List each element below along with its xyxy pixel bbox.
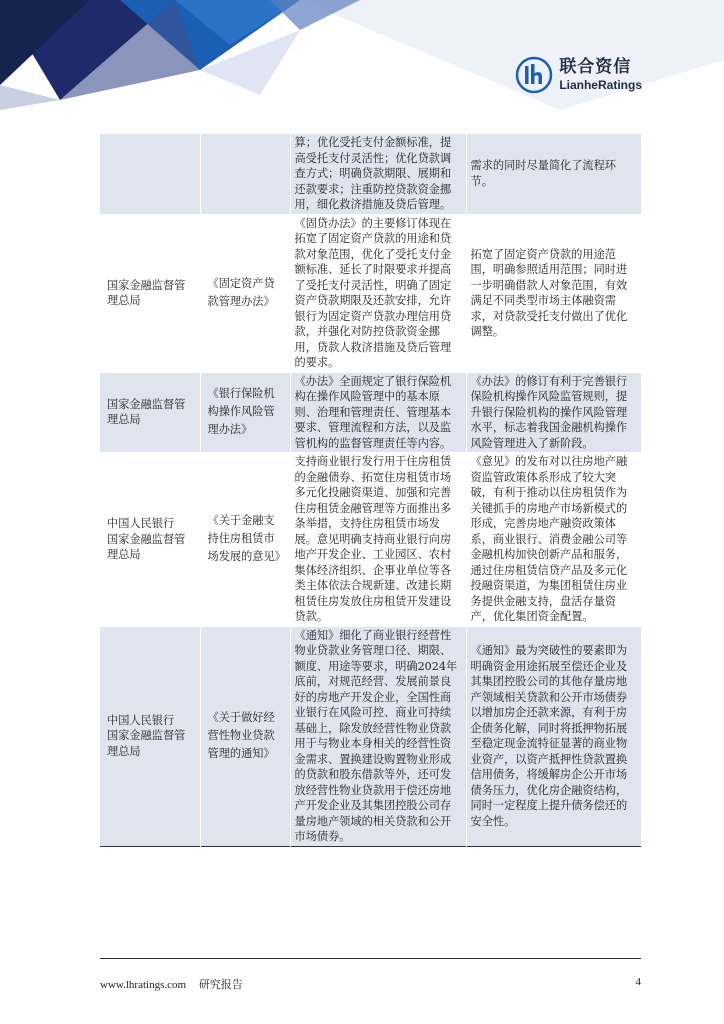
- table-row: [100, 214, 641, 372]
- content-cell: 《办法》全面规定了银行保险机构在操作风险管理中的基本原则、治理和管理责任、管理基本要求、管理流程和方法，以及监管机构的监督管理责任等内容。: [290, 372, 466, 453]
- brand-logo: [515, 56, 642, 94]
- table-row: [100, 372, 641, 453]
- document-cell: 《关于做好经营性物业贷款管理的通知》: [200, 626, 290, 846]
- table-row: [100, 134, 641, 214]
- brand-name-cn: 联合资信: [559, 57, 632, 77]
- content-cell: 算；优化受托支付金额标准，提高受托支付灵活性；优化贷款调查方式；明确贷款期限、展期和还款要求；注重防控贷款资金挪用，细化救济措施及贷后管理。: [290, 134, 466, 214]
- impact-cell: 拓宽了固定资产贷款的用途范围，明确参照适用范围；同时进一步明确借款人对象范围，有效满足不同类型市场主体融资需求，对贷款受托支付做出了优化调整。: [466, 214, 641, 372]
- table-row: [100, 626, 641, 846]
- content-cell: 《固贷办法》的主要修订体现在拓宽了固定资产贷款的用途和贷款对象范围，优化了受托支付金额标准、延长了时限要求并提高了受托支付灵活性，明确了固定资产贷款期限及还款安排，允许银行为固定资产贷款办理信用贷款，并强化对防控贷款资金挪用，贷款人救济措施及贷后管理的要求。: [290, 214, 466, 372]
- document-cell: 《固定资产贷款管理办法》: [200, 214, 290, 372]
- document-cell: 《关于金融支持住房租赁市场发展的意见》: [200, 453, 290, 627]
- report-type: 研究报告: [198, 979, 243, 991]
- footer-left: [100, 976, 243, 992]
- table-row: [100, 453, 641, 627]
- document-cell: [200, 134, 290, 214]
- impact-cell: 《办法》的修订有利于完善银行保险机构操作风险监管规则，提升银行保险机构的操作风险管理水平，标志着我国金融机构操作风险管理进入了新阶段。: [466, 372, 641, 453]
- issuer-cell: 中国人民银行 国家金融监督管理总局: [107, 517, 186, 561]
- issuer-cell: 国家金融监督管理总局: [107, 278, 186, 307]
- regulation-table: [100, 134, 641, 847]
- content-cell: 支持商业银行发行用于住房租赁的金融债券、拓宽住房租赁市场多元化投融资渠道、加强和完善住房租赁金融管理等方面推出多条举措，支持住房租赁市场发展。意见明确支持商业银行向房地产开发企业、工业园区、农村集体经济组织、企事业单位等各类主体依法合规新建、改建长期租赁住房发放住房租赁开发建设贷款。: [290, 453, 466, 627]
- issuer-cell: 国家金融监督管理总局: [100, 372, 200, 453]
- footer-divider: [100, 958, 641, 959]
- impact-cell: 需求的同时尽量简化了流程环节。: [466, 134, 641, 214]
- content-cell: 《通知》细化了商业银行经营性物业贷款业务管理口径、期限、额度、用途等要求，明确2024年底前，对规范经营、发展前景良好的房地产开发企业，全国性商业银行在风险可控、商业可持续基础上，除发放经营性物业贷款用于与物业本身相关的经营性资金需求、置换建设购置物业形成的贷款和股东借款等外，还可发放经营性物业贷款用于偿还房地产开发企业及其集团控股公司存量房地产领域的相关贷款和公开市场债券。: [290, 626, 466, 846]
- impact-cell: 《通知》最为突破性的要素即为明确资金用途拓展至偿还企业及其集团控股公司的其他存量房地产领域相关贷款和公开市场债券以增加房企还款来源，有利于房企债务化解，同时将抵押物拓展至稳定现金流特征显著的商业物业资产，以资产抵押性贷款置换信用债务，将缓解房企公开市场债务压力，优化房企融资结构，同时一定程度上提升债务偿还的安全性。: [466, 626, 641, 846]
- website-link[interactable]: www.lhratings.com: [100, 979, 187, 991]
- brand-name-en: LianheRatings: [559, 78, 642, 92]
- document-cell: 《银行保险机构操作风险管理办法》: [200, 372, 290, 453]
- issuer-cell: [100, 134, 200, 214]
- lianhe-logo-icon: [515, 56, 553, 94]
- issuer-cell: 中国人民银行 国家金融监督管理总局: [100, 626, 200, 846]
- impact-cell: 《意见》的发布对以往房地产融资监管政策体系形成了较大突破，有利于推动以住房租赁作为关键抓手的房地产市场新模式的形成，完善房地产融资政策体系，商业银行、消费金融公司等金融机构加快创新产品和服务，通过住房租赁信贷产品及多元化投融资渠道，为集团租赁住房业务提供金融支持，盘活存量资产，优化集团资金配置。: [466, 453, 641, 627]
- page-number: 4: [635, 976, 641, 988]
